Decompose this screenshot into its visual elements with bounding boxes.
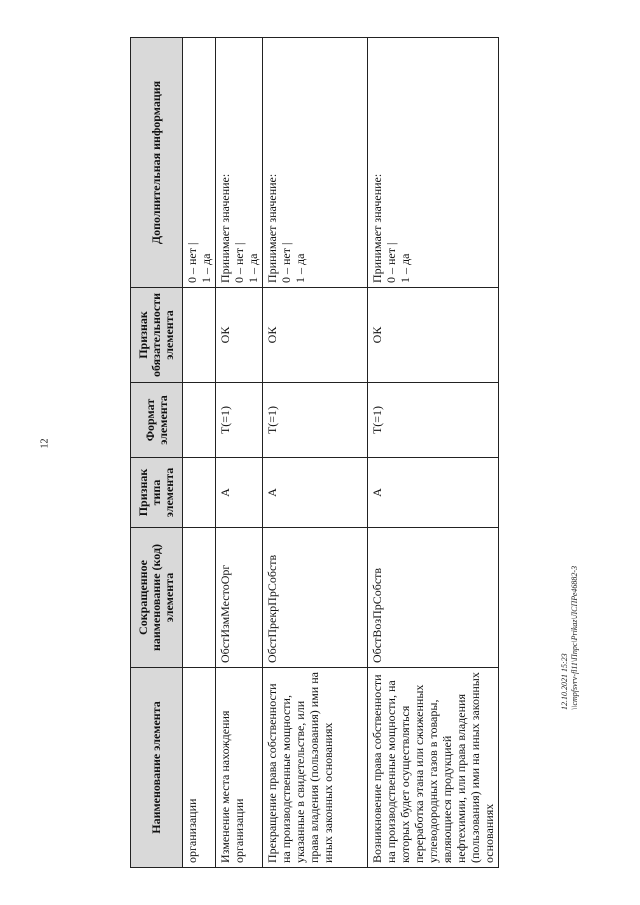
rotated-table-wrapper xyxy=(130,38,496,868)
cell-format xyxy=(183,383,216,458)
info-line: Принимает значение: xyxy=(218,173,232,283)
info-line: 0 – нет | xyxy=(384,242,398,283)
header-element-name: Наименование элемента xyxy=(131,668,183,868)
cell-code: ОбстВозПрСобств xyxy=(368,528,499,668)
cell-code xyxy=(183,528,216,668)
cell-required: ОК xyxy=(263,288,368,383)
info-line: 0 – нет | xyxy=(232,242,246,283)
cell-info xyxy=(183,38,216,288)
header-additional-info: Дополнительная информация xyxy=(131,38,183,288)
info-line: 1 – да xyxy=(199,253,213,283)
table-header-row xyxy=(131,38,183,868)
header-element-required: Признак обязательности элемента xyxy=(131,288,183,383)
data-elements-table xyxy=(130,37,499,868)
cell-info xyxy=(263,38,368,288)
footer-file-path: \\cmpfsvrv-fl11\Ппрс\Prikaz\ЛСПРе46882-3 xyxy=(570,565,579,710)
info-line: 1 – да xyxy=(398,253,412,283)
info-line: 1 – да xyxy=(293,253,307,283)
cell-name: организации xyxy=(183,668,216,868)
cell-info xyxy=(216,38,263,288)
cell-name: Возникновение права собственности на производственные мощности, на которых будет осуществляться переработка этана или сжиженных углеводородных газов в товары, являющиеся продукцией нефтехимии, или права владения (пользования) ими на иных законных основаниях xyxy=(368,668,499,868)
table-row xyxy=(216,38,263,868)
cell-name: Прекращение права собственности на производственные мощности, указанные в свидетельстве, или права владения (пользования) ими на иных законных основаниях xyxy=(263,668,368,868)
cell-format: T(=1) xyxy=(368,383,499,458)
footer-timestamp: 12.10.2021 15:23 xyxy=(560,653,569,710)
info-line: 0 – нет | xyxy=(279,242,293,283)
table-row xyxy=(263,38,368,868)
cell-type: А xyxy=(216,458,263,528)
table-row xyxy=(183,38,216,868)
cell-name: Изменение места нахождения организации xyxy=(216,668,263,868)
header-element-type: Признак типа элемента xyxy=(131,458,183,528)
cell-info xyxy=(368,38,499,288)
info-line: 0 – нет | xyxy=(185,242,199,283)
cell-required: ОК xyxy=(216,288,263,383)
info-line: Принимает значение: xyxy=(265,173,279,283)
cell-format: T(=1) xyxy=(216,383,263,458)
info-line: Принимает значение: xyxy=(370,173,384,283)
cell-format: T(=1) xyxy=(263,383,368,458)
cell-required: ОК xyxy=(368,288,499,383)
header-element-code: Сокращенное наименование (код) элемента xyxy=(131,528,183,668)
info-line: 1 – да xyxy=(246,253,260,283)
cell-type xyxy=(183,458,216,528)
page-number: 12 xyxy=(39,438,51,449)
cell-code: ОбстПрекрПрСобств xyxy=(263,528,368,668)
header-element-format: Формат элемента xyxy=(131,383,183,458)
table-row xyxy=(368,38,499,868)
cell-required xyxy=(183,288,216,383)
footer-stamp xyxy=(560,566,580,710)
cell-type: А xyxy=(263,458,368,528)
cell-type: А xyxy=(368,458,499,528)
cell-code: ОбстИзмМестоОрг xyxy=(216,528,263,668)
